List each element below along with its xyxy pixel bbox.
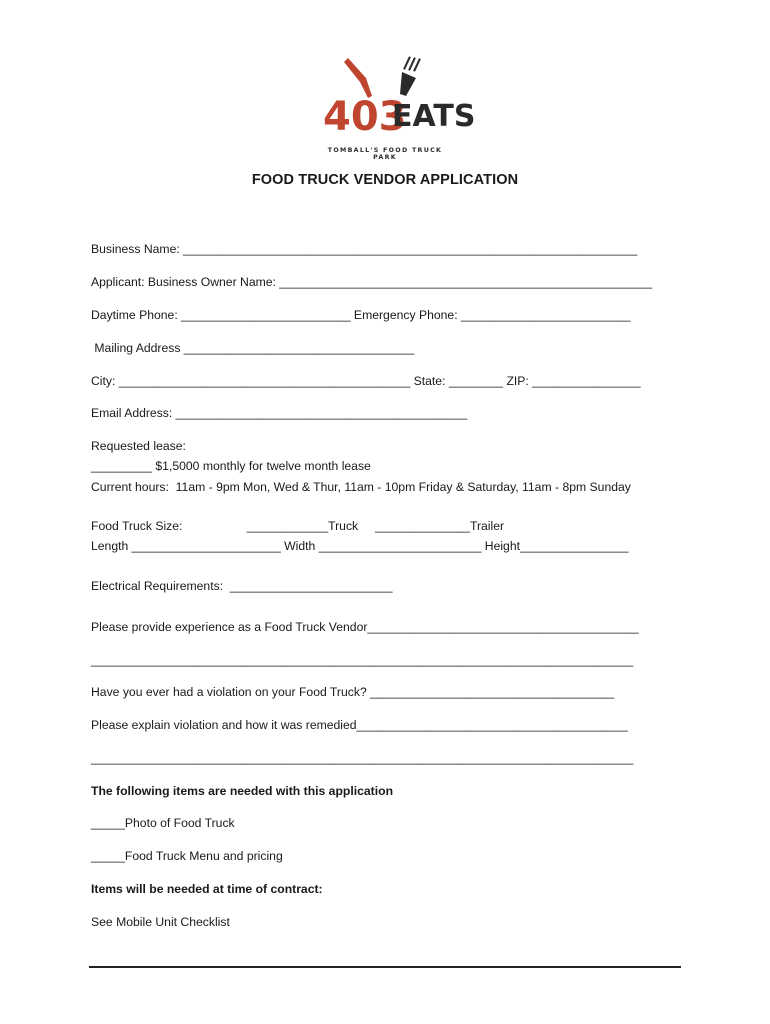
electrical-field[interactable]: Electrical Requirements: ________________________ <box>91 579 393 593</box>
lease-option[interactable]: _________ $1,5000 monthly for twelve month lease <box>91 459 371 473</box>
logo-tagline: TOMBALL'S FOOD TRUCK PARK <box>327 147 443 161</box>
photo-item[interactable]: _____Photo of Food Truck <box>91 816 235 830</box>
mailing-address-field[interactable]: Mailing Address __________________________________ <box>91 341 415 355</box>
applicant-field[interactable]: Applicant: Business Owner Name: _______________________________________________________ <box>91 275 653 289</box>
hours-text: Current hours: 11am - 9pm Mon, Wed & Thur, 11am - 10pm Friday & Saturday, 11am - 8pm Sunday <box>91 480 631 494</box>
logo-word: EATS <box>392 99 476 134</box>
logo <box>320 52 476 161</box>
knife-icon <box>344 58 372 98</box>
city-state-zip-field[interactable]: City: ___________________________________________ State: ________ ZIP: ________________ <box>91 374 641 388</box>
email-field[interactable]: Email Address: ___________________________________________ <box>91 406 468 420</box>
phones-field[interactable]: Daytime Phone: _________________________ Emergency Phone: _________________________ <box>91 308 631 322</box>
remedied-field[interactable]: Please explain violation and how it was remedied________________________________________ <box>91 718 628 732</box>
dimensions-field[interactable]: Length ______________________ Width ________________________ Height________________ <box>91 539 629 553</box>
contract-heading: Items will be needed at time of contract: <box>91 882 323 896</box>
logo-graphic <box>320 52 476 160</box>
truck-size-field[interactable]: Food Truck Size: ____________Truck ______________Trailer <box>91 519 505 533</box>
business-name-field[interactable]: Business Name: ___________________________________________________________________ <box>91 242 638 256</box>
remedied-continued[interactable]: ________________________________________________________________________________ <box>91 751 634 765</box>
footer-divider <box>89 966 681 968</box>
violation-field[interactable]: Have you ever had a violation on your Food Truck? ____________________________________ <box>91 685 615 699</box>
items-heading: The following items are needed with this application <box>91 784 394 798</box>
checklist-text: See Mobile Unit Checklist <box>91 915 230 929</box>
menu-item[interactable]: _____Food Truck Menu and pricing <box>91 849 283 863</box>
experience-field[interactable]: Please provide experience as a Food Truck Vendor________________________________________ <box>91 620 639 634</box>
experience-continued[interactable]: ________________________________________________________________________________ <box>91 653 634 667</box>
page-title: FOOD TRUCK VENDOR APPLICATION <box>251 172 519 188</box>
fork-icon <box>400 56 421 96</box>
lease-label: Requested lease: <box>91 439 186 453</box>
logo-number: 403 <box>323 94 407 140</box>
